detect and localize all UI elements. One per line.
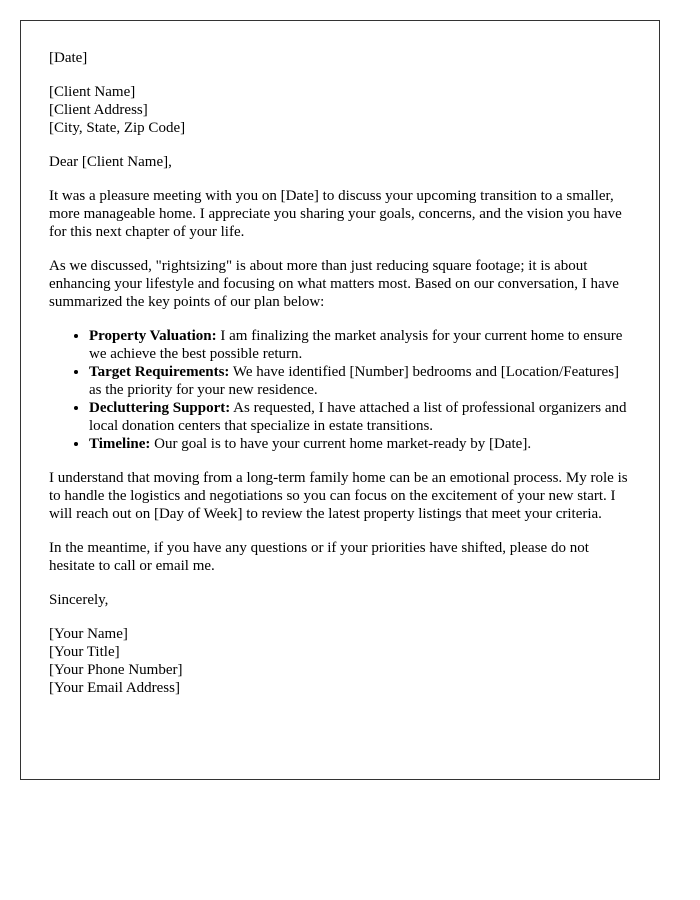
plan-item-label: Target Requirements: [89,364,230,380]
plan-item-text: We have identified [Number] bedrooms and [Location/Features] as the priority for your new residence. [89,364,620,398]
rightsizing-paragraph: As we discussed, "rightsizing" is about more than just reducing square footage; it is about enhancing your lifestyle and focusing on what matters most. Based on our conversation, I have summarized the key points of our plan below: [49,258,619,310]
sender-title: [Your Title] [49,644,120,660]
plan-list [49,327,631,453]
plan-item-text: As requested, I have attached a list of professional organizers and local donation centers that specialize in estate transitions. [89,400,627,434]
questions-paragraph: In the meantime, if you have any questions or if your priorities have shifted, please do not hesitate to call or email me. [49,540,589,574]
plan-item-label: Timeline: [89,436,151,452]
sender-phone: [Your Phone Number] [49,662,183,678]
plan-item-label: Decluttering Support: [89,400,231,416]
sender-email: [Your Email Address] [49,680,180,696]
plan-item-decluttering-support [89,399,631,435]
sender-signature-block [49,625,631,697]
intro-paragraph: It was a pleasure meeting with you on [Date] to discuss your upcoming transition to a smaller, more manageable home. I appreciate you sharing your goals, concerns, and the vision you have for this next chapter of your life. [49,188,622,240]
recipient-address: [Client Address] [49,102,148,118]
sender-name: [Your Name] [49,626,128,642]
plan-item-text: Our goal is to have your current home market-ready by [Date]. [150,436,532,452]
recipient-name: [Client Name] [49,84,136,100]
plan-item-timeline [89,435,631,453]
plan-item-property-valuation [89,327,631,363]
plan-item-label: Property Valuation: [89,328,217,344]
recipient-city-state-zip: [City, State, Zip Code] [49,120,186,136]
letter-date: [Date] [49,50,88,66]
recipient-address-block [49,83,631,137]
letter-page [20,20,660,780]
signoff: Sincerely, [49,592,109,608]
salutation: Dear [Client Name], [49,154,172,170]
plan-item-target-requirements [89,363,631,399]
plan-item-text: I am finalizing the market analysis for your current home to ensure we achieve the best possible return. [89,328,623,362]
emotional-process-paragraph: I understand that moving from a long-term family home can be an emotional process. My role is to handle the logistics and negotiations so you can focus on the excitement of your new start. I will reach out on [Day of Week] to review the latest property listings that meet your criteria. [49,470,628,522]
